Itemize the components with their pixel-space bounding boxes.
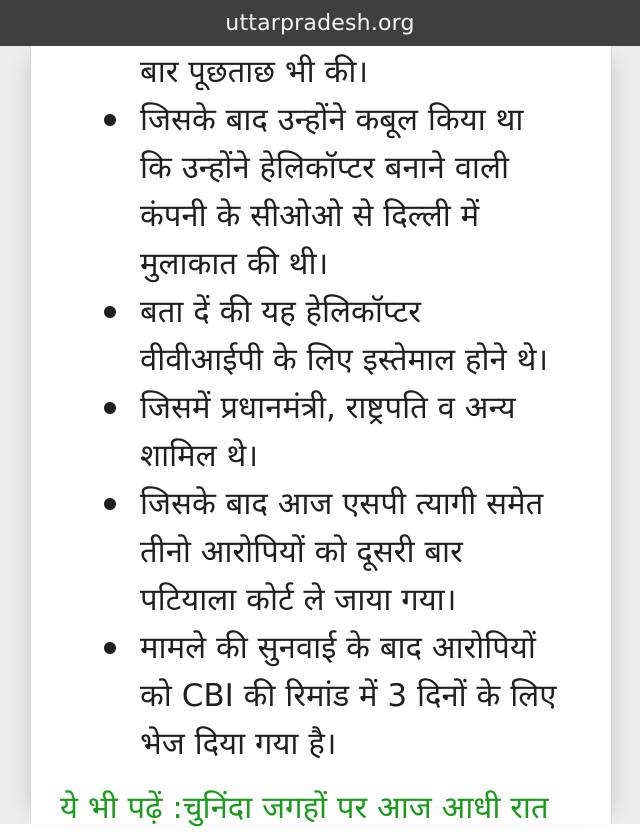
article-line: मुलाकात की थी। [140,246,329,282]
article-line: बता दें की यह हेलिकॉप्टर [140,294,421,330]
bullet-icon [104,498,116,510]
read-more-link[interactable]: ये भी पढ़ें :चुनिंदा जगहों पर आज आधी रात [60,790,549,826]
article-line: शामिल थे। [140,438,259,474]
article-line: जिसके बाद आज एसपी त्यागी समेत [140,486,544,522]
article-line: पटियाला कोर्ट ले जाया गया। [140,582,457,618]
article-line: कंपनी के सीओओ से दिल्ली में [140,198,480,234]
article-line: भेज दिया गया है। [140,726,337,762]
url-text[interactable]: uttarpradesh.org [225,10,415,36]
article-line: कि उन्होंने हेलिकॉप्टर बनाने वाली [140,150,510,186]
bullet-icon [104,402,116,414]
article-line: जिसमें प्रधानमंत्री, राष्ट्रपति व अन्य [140,390,516,426]
article-line: मामले की सुनवाई के बाद आरोपियों [140,630,536,666]
article-line: को CBI की रिमांड में 3 दिनों के लिए [140,678,557,714]
bullet-icon [104,642,116,654]
article-line: वीवीआईपी के लिए इस्तेमाल होने थे। [140,342,549,378]
bullet-icon [104,114,116,126]
article-line: जिसके बाद उन्होंने कबूल किया था [140,102,524,138]
bullet-icon [104,306,116,318]
article-line: तीनो आरोपियों को दूसरी बार [140,534,463,570]
article-line: बार पूछताछ भी की। [140,54,369,90]
